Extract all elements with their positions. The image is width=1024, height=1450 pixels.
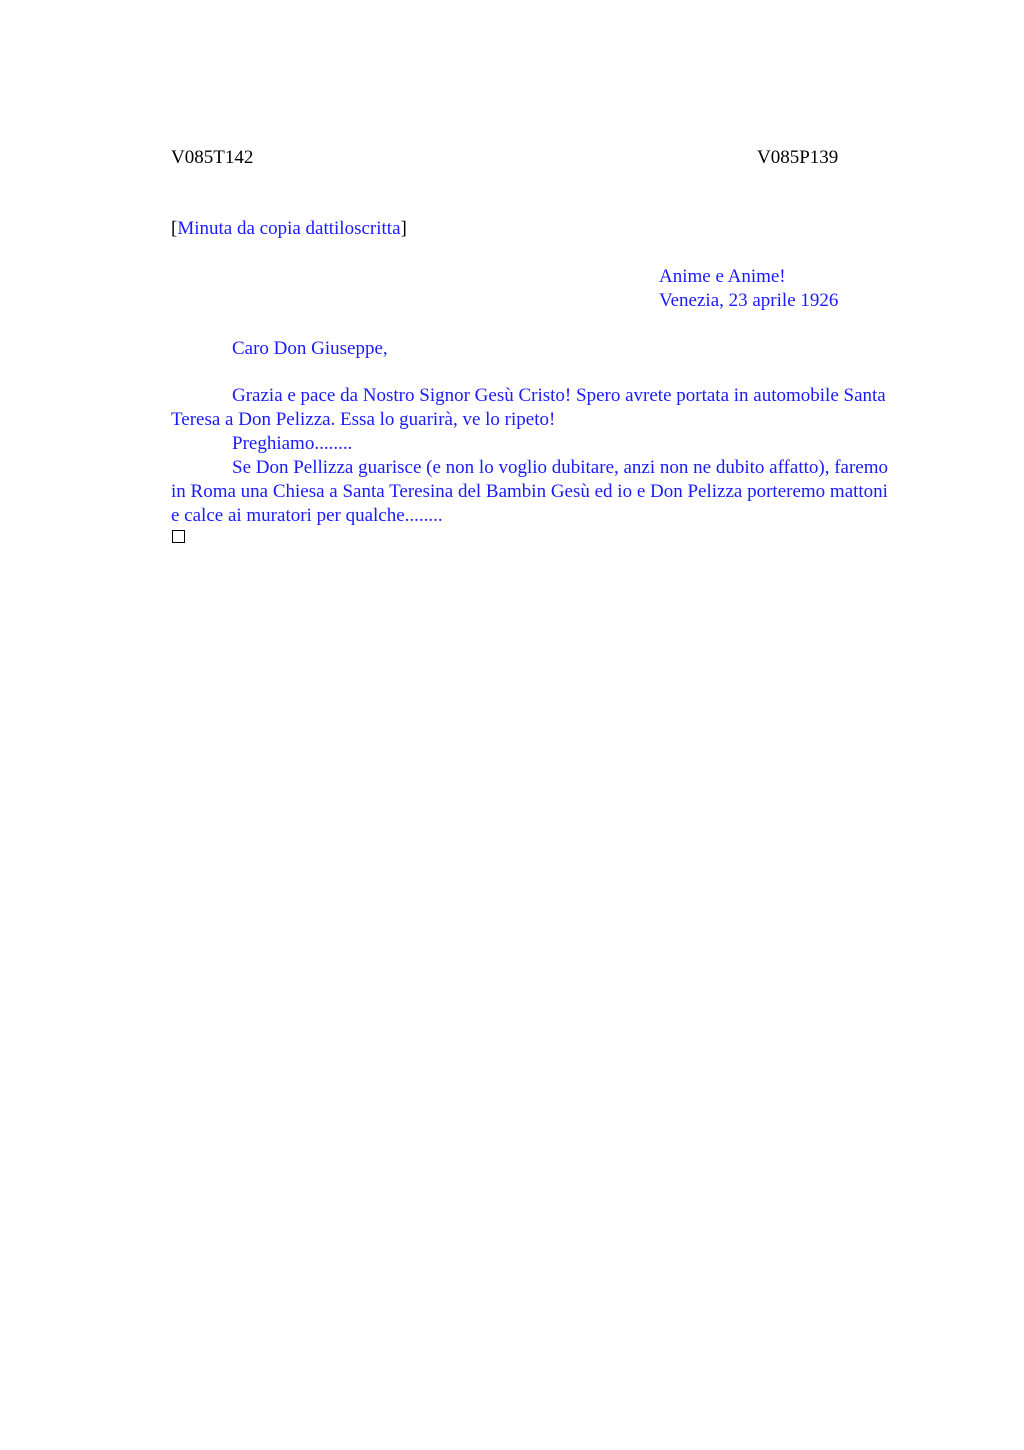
letter-salutation: Caro Don Giuseppe, — [232, 338, 388, 359]
letter-paragraph: Se Don Pellizza guarisce (e non lo voglio dubitare, anzi non ne dubito affatto), faremo in Roma una Chiesa a Santa Teresina del Bambin Gesù ed io e Don Pelizza porteremo mattoni e calce ai muratori per qualche........ — [171, 457, 889, 526]
document-code-left: V085T142 — [171, 147, 254, 168]
letter-motto: Anime e Anime! — [659, 266, 786, 287]
letter-place-date: Venezia, 23 aprile 1926 — [659, 290, 839, 311]
letter-heading — [659, 265, 838, 313]
letter-paragraph: Preghiamo........ — [232, 433, 353, 454]
letter-body — [171, 384, 896, 528]
editorial-note — [171, 217, 407, 241]
end-marker-box — [172, 530, 185, 543]
note-close-bracket: ] — [400, 218, 407, 239]
note-text: Minuta da copia dattiloscritta — [177, 218, 401, 239]
note-open-bracket: [ — [171, 218, 178, 239]
letter-paragraph: Grazia e pace da Nostro Signor Gesù Cristo! Spero avrete portata in automobile Santa Teresa a Don Pelizza. Essa lo guarirà, ve lo ripeto! — [171, 385, 886, 430]
document-code-right: V085P139 — [757, 147, 839, 168]
